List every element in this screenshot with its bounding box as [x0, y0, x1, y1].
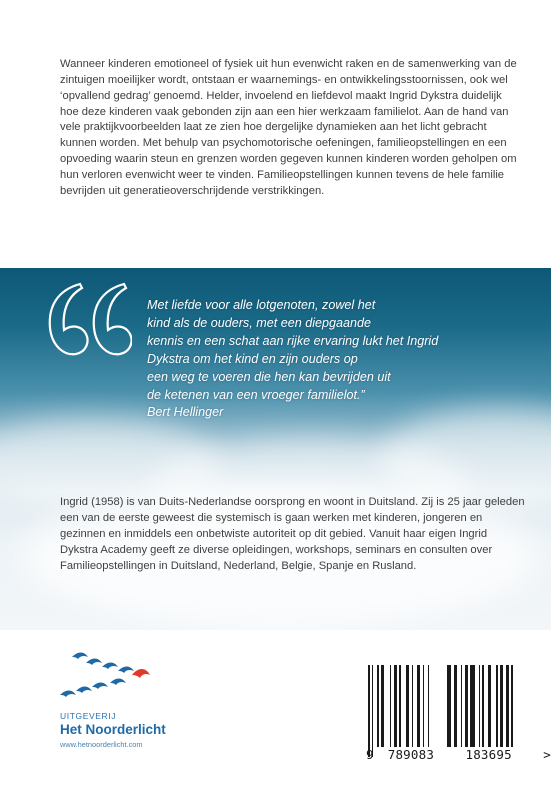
barcode-bar [381, 665, 384, 747]
quote-line: kennis en een schat aan rijke ervaring lukt het Ingrid [147, 333, 439, 348]
isbn-group-2: 183695 [465, 747, 512, 762]
flying-birds-logo-icon [58, 645, 163, 707]
publisher-name: Het Noorderlicht [60, 722, 166, 737]
barcode-bar [511, 665, 513, 747]
quote-line: Dykstra om het kind en zijn ouders op [147, 351, 358, 366]
barcode-bar [496, 665, 498, 747]
barcode-bar [406, 665, 409, 747]
barcode-bar [394, 665, 397, 747]
barcode-bar [488, 665, 491, 747]
barcode-bar [368, 665, 370, 757]
barcode-bar [372, 665, 374, 757]
isbn-barcode [368, 665, 530, 747]
barcode-bar [470, 665, 475, 747]
quote-line: kind als de ouders, met een diepgaande [147, 315, 372, 330]
barcode-bar [412, 665, 414, 747]
quote-author: Bert Hellinger [147, 405, 224, 420]
barcode-bar [482, 665, 484, 747]
barcode-bar [447, 665, 452, 747]
barcode-bar [428, 665, 430, 747]
barcode-bar [377, 665, 379, 747]
barcode-bar [417, 665, 420, 747]
publisher-label: UITGEVERIJ [60, 711, 117, 721]
quote-line: Met liefde voor alle lotgenoten, zowel het [147, 298, 376, 312]
isbn-prefix: 9 [366, 747, 374, 762]
publisher-url: www.hetnoorderlicht.com [60, 740, 143, 749]
barcode-bar [423, 665, 425, 747]
barcode-bar [461, 665, 463, 747]
barcode-bar [500, 665, 503, 747]
quote-line: een weg te voeren die hen kan bevrijden uit [147, 369, 391, 384]
barcode-bar [465, 665, 468, 747]
book-blurb: Wanneer kinderen emotioneel of fysiek uit hun evenwicht raken en de samenwerking van de zintuigen moeilijker wordt, ontstaan er waarnemings- en ontwikkelingsstoornissen, ook wel ‘opvallend gedrag’ genoemd. Helder, invoelend en liefdevol maakt Ingrid Dykstra duidelijk hoe deze kinderen vaak gebonden zijn aan een hier werkzaam familielot. Aan de hand van vele praktijkvoorbeelden laat ze zien hoe dergelijke dynamieken aan het licht gebracht kunnen worden. Met behulp van psychomotorische oefeningen, familieopstellingen en een opvoeding waarin steun en grenzen worden gegeven kunnen kinderen worden geholpen om hun verloren evenwicht weer te vinden. Familieopstellingen kunnen tevens de hele familie bevrijden uit generatieoverschrijdende verstrikkingen. [60, 58, 517, 197]
quote-mark-icon [44, 276, 132, 362]
quote-line: de ketenen van een vroeger familielot.” [147, 387, 365, 402]
endorsement-quote [147, 297, 447, 422]
isbn-group-1: 789083 [387, 747, 435, 762]
barcode-bar [390, 665, 392, 747]
barcode-bar [399, 665, 401, 747]
isbn-number [366, 747, 551, 762]
barcode-bar [506, 665, 509, 747]
barcode-bar [479, 665, 481, 747]
barcode-arrow: > [543, 747, 551, 762]
author-bio: Ingrid (1958) is van Duits-Nederlandse oorsprong en woont in Duitsland. Zij is 25 jaar geleden een van de eerste geweest die systemisch is gaan werken met kinderen, jongeren en gezinnen en inmiddels een onbetwiste autoriteit op dit gebied. Vanuit haar eigen Ingrid Dykstra Academy geeft ze diverse opleidingen, workshops, seminars en consulten over Familieopstellingen in Duitsland, Nederland, Belgie, Spanje en Rusland. [60, 496, 525, 572]
barcode-bar [454, 665, 457, 747]
